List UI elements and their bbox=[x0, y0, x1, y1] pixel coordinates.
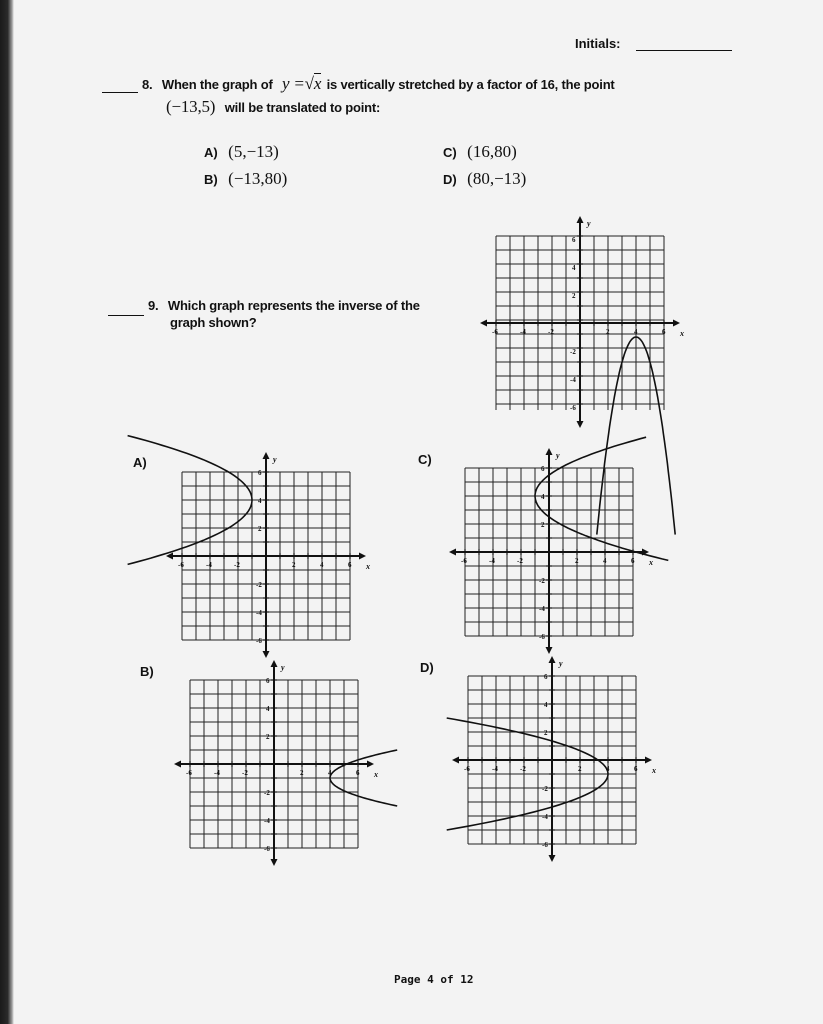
y-axis-arrow-up bbox=[271, 660, 278, 667]
x-axis-arrow-left bbox=[480, 320, 487, 327]
tick-label-x-2: 2 bbox=[578, 765, 582, 773]
tick-label-y-2: 2 bbox=[258, 525, 262, 533]
tick-label-x-2: 2 bbox=[606, 328, 610, 336]
choice-value: (16,80) bbox=[467, 142, 517, 161]
tick-label-y-6: 6 bbox=[544, 673, 548, 681]
q8-choice-b[interactable] bbox=[204, 169, 287, 189]
q8-equation-lhs: y = bbox=[282, 74, 305, 93]
tick-label-y-neg2: -2 bbox=[264, 789, 270, 797]
x-axis-arrow-left bbox=[174, 761, 181, 768]
tick-label-x-neg6: -6 bbox=[464, 765, 470, 773]
option-c-graph[interactable] bbox=[438, 446, 663, 646]
q9-line2: graph shown? bbox=[170, 315, 257, 330]
tick-label-y-6: 6 bbox=[572, 236, 576, 244]
q8-choice-d[interactable] bbox=[443, 169, 526, 189]
y-axis-arrow-up bbox=[549, 656, 556, 663]
tick-label-y-6: 6 bbox=[258, 469, 262, 477]
q8-text-after: is vertically stretched by a factor of 16, the point bbox=[326, 77, 615, 92]
tick-label-y-4: 4 bbox=[572, 264, 576, 272]
scan-edge-shadow bbox=[0, 0, 14, 1024]
tick-label-y-6: 6 bbox=[541, 465, 545, 473]
tick-label-x-neg4: -4 bbox=[492, 765, 498, 773]
tick-label-x-4: 4 bbox=[328, 769, 332, 777]
tick-label-y-neg4: -4 bbox=[256, 609, 262, 617]
tick-label-y-neg6: -6 bbox=[264, 845, 270, 853]
tick-label-y-neg4: -4 bbox=[264, 817, 270, 825]
option-b-graph[interactable] bbox=[164, 658, 384, 873]
tick-label-x-neg2: -2 bbox=[517, 557, 523, 565]
initials-label: Initials: bbox=[575, 36, 621, 51]
tick-label-y-4: 4 bbox=[544, 701, 548, 709]
q9-answer-blank[interactable] bbox=[108, 315, 144, 316]
y-axis-label: y bbox=[559, 659, 563, 668]
parabola-curve bbox=[535, 437, 668, 560]
y-axis-arrow-up bbox=[577, 216, 584, 223]
q9-text-line1: Which graph represents the inverse of the bbox=[167, 298, 420, 313]
tick-label-x-2: 2 bbox=[292, 561, 296, 569]
tick-label-x-neg2: -2 bbox=[520, 765, 526, 773]
q9-number: 9. bbox=[148, 298, 159, 313]
option-a-label[interactable]: A) bbox=[133, 455, 147, 470]
tick-label-y-neg2: -2 bbox=[256, 581, 262, 589]
tick-label-y-neg2: -2 bbox=[539, 577, 545, 585]
tick-label-y-neg4: -4 bbox=[570, 376, 576, 384]
q8-choice-c[interactable] bbox=[443, 142, 517, 162]
tick-label-x-neg4: -4 bbox=[520, 328, 526, 336]
tick-label-x-2: 2 bbox=[300, 769, 304, 777]
tick-label-x-neg2: -2 bbox=[548, 328, 554, 336]
y-axis-arrow-up bbox=[263, 452, 270, 459]
q8-text-line2: will be translated to point: bbox=[224, 100, 381, 115]
y-axis-arrow-down bbox=[271, 859, 278, 866]
y-axis-label: y bbox=[587, 219, 591, 228]
q8-point: (−13,5) bbox=[166, 97, 216, 116]
tick-label-y-2: 2 bbox=[266, 733, 270, 741]
tick-label-x-neg6: -6 bbox=[178, 561, 184, 569]
q8-line1 bbox=[142, 74, 615, 94]
tick-label-y-neg2: -2 bbox=[542, 785, 548, 793]
tick-label-x-4: 4 bbox=[634, 328, 638, 336]
y-axis-label: y bbox=[281, 663, 285, 672]
option-d-graph[interactable] bbox=[440, 654, 660, 869]
tick-label-x-6: 6 bbox=[631, 557, 635, 565]
q8-number: 8. bbox=[142, 77, 153, 92]
tick-label-x-neg6: -6 bbox=[492, 328, 498, 336]
page-number: Page 4 of 12 bbox=[394, 973, 474, 986]
tick-label-y-2: 2 bbox=[572, 292, 576, 300]
choice-value: (5,−13) bbox=[228, 142, 279, 161]
x-axis-label: x bbox=[366, 562, 370, 571]
tick-label-x-4: 4 bbox=[606, 765, 610, 773]
tick-label-y-4: 4 bbox=[258, 497, 262, 505]
option-b-label[interactable]: B) bbox=[140, 664, 154, 679]
tick-label-y-neg6: -6 bbox=[539, 633, 545, 641]
tick-label-y-neg4: -4 bbox=[539, 605, 545, 613]
y-axis-arrow-down bbox=[549, 855, 556, 862]
choice-letter: C) bbox=[443, 145, 457, 160]
tick-label-x-neg6: -6 bbox=[186, 769, 192, 777]
tick-label-y-4: 4 bbox=[266, 705, 270, 713]
y-axis-arrow-down bbox=[546, 647, 553, 654]
tick-label-x-2: 2 bbox=[575, 557, 579, 565]
option-c-label[interactable]: C) bbox=[418, 452, 432, 467]
tick-label-y-6: 6 bbox=[266, 677, 270, 685]
choice-letter: D) bbox=[443, 172, 457, 187]
choice-letter: B) bbox=[204, 172, 218, 187]
tick-label-x-neg6: -6 bbox=[461, 557, 467, 565]
y-axis-label: y bbox=[273, 455, 277, 464]
tick-label-y-4: 4 bbox=[541, 493, 545, 501]
tick-label-y-neg6: -6 bbox=[256, 637, 262, 645]
x-axis-arrow-left bbox=[452, 757, 459, 764]
q8-equation: y =√x bbox=[282, 74, 322, 93]
choice-value: (−13,80) bbox=[228, 169, 288, 188]
tick-label-x-4: 4 bbox=[603, 557, 607, 565]
initials-blank[interactable] bbox=[636, 50, 732, 51]
q8-line2 bbox=[166, 97, 380, 117]
tick-label-y-neg6: -6 bbox=[570, 404, 576, 412]
q8-choice-a[interactable] bbox=[204, 142, 279, 162]
tick-label-x-neg2: -2 bbox=[242, 769, 248, 777]
tick-label-x-6: 6 bbox=[662, 328, 666, 336]
x-axis-label: x bbox=[652, 766, 656, 775]
q8-text-before: When the graph of bbox=[161, 77, 273, 92]
question-graph bbox=[476, 215, 686, 435]
x-axis-label: x bbox=[374, 770, 378, 779]
choice-value: (80,−13) bbox=[467, 169, 527, 188]
q8-equation-radicand: x bbox=[313, 74, 322, 93]
q9-line1 bbox=[148, 298, 420, 313]
option-a-graph[interactable] bbox=[150, 448, 380, 663]
q8-answer-blank[interactable] bbox=[102, 92, 138, 93]
x-axis-arrow-right bbox=[367, 761, 374, 768]
choice-letter: A) bbox=[204, 145, 218, 160]
tick-label-x-6: 6 bbox=[634, 765, 638, 773]
y-axis-arrow-down bbox=[263, 651, 270, 658]
x-axis-arrow-right bbox=[359, 553, 366, 560]
y-axis-label: y bbox=[556, 451, 560, 460]
tick-label-x-4: 4 bbox=[320, 561, 324, 569]
x-axis-arrow-right bbox=[645, 757, 652, 764]
y-axis-arrow-down bbox=[577, 421, 584, 428]
tick-label-y-2: 2 bbox=[541, 521, 545, 529]
x-axis-label: x bbox=[680, 329, 684, 338]
tick-label-y-neg4: -4 bbox=[542, 813, 548, 821]
tick-label-y-2: 2 bbox=[544, 729, 548, 737]
option-d-label[interactable]: D) bbox=[420, 660, 434, 675]
tick-label-y-neg6: -6 bbox=[542, 841, 548, 849]
tick-label-x-neg4: -4 bbox=[489, 557, 495, 565]
tick-label-x-neg2: -2 bbox=[234, 561, 240, 569]
x-axis-label: x bbox=[649, 558, 653, 567]
y-axis-arrow-up bbox=[546, 448, 553, 455]
tick-label-x-neg4: -4 bbox=[206, 561, 212, 569]
x-axis-arrow-right bbox=[673, 320, 680, 327]
tick-label-y-neg2: -2 bbox=[570, 348, 576, 356]
tick-label-x-6: 6 bbox=[348, 561, 352, 569]
tick-label-x-6: 6 bbox=[356, 769, 360, 777]
tick-label-x-neg4: -4 bbox=[214, 769, 220, 777]
x-axis-arrow-left bbox=[449, 549, 456, 556]
